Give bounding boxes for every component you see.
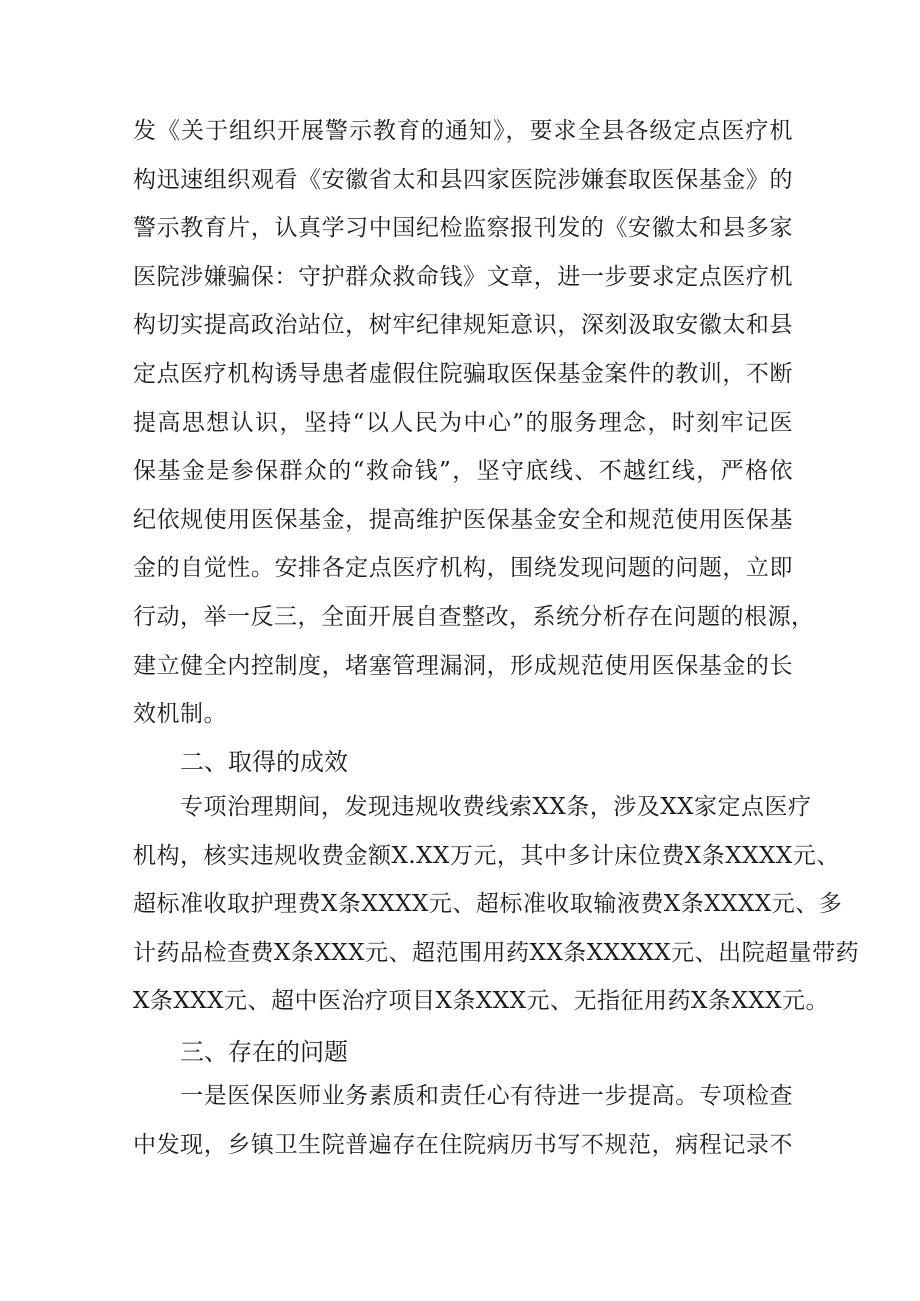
paragraph-measures	[133, 107, 815, 739]
paragraph-problems	[133, 1072, 793, 1169]
text-line: 提高思想认识，坚持“以人民为中心”的服务理念，时刻牢记医	[133, 409, 793, 436]
text-line: 医院涉嫌骗保：守护群众救命钱》文章，进一步要求定点医疗机	[133, 263, 793, 290]
text-line: 发《关于组织开展警示教育的通知》，要求全县各级定点医疗机	[133, 118, 793, 144]
text-line: 中发现，乡镇卫生院普遍存在住院病历书写不规范，病程记录不	[133, 1131, 793, 1158]
text-line: 构切实提高政治站位，树牢纪律规矩意识，深刻汲取安徽太和县	[133, 312, 793, 339]
text-line: 专项治理期间，发现违规收费线索XX条，涉及XX家定点医疗	[133, 794, 812, 820]
text-line: 金的自觉性。安排各定点医疗机构，围绕发现问题的问题，立即	[133, 555, 793, 582]
text-line: 行动，举一反三，全面开展自查整改，系统分析存在问题的根源，	[133, 603, 815, 630]
text-line: 效机制。	[133, 701, 227, 728]
text-line: X条XXX元、超中医治疗项目X条XXX元、无指征用药X条XXX元。	[133, 988, 829, 1015]
section-heading-problems: 三、存在的问题	[180, 1038, 348, 1066]
text-line: 纪依规使用医保基金，提高维护医保基金安全和规范使用医保基	[133, 506, 793, 533]
text-line: 警示教育片，认真学习中国纪检监察报刊发的《安徽太和县多家	[133, 215, 793, 242]
text-line: 定点医疗机构诱导患者虚假住院骗取医保基金案件的教训，不断	[133, 360, 793, 387]
text-line: 构迅速组织观看《安徽省太和县四家医院涉嫌套取医保基金》的	[133, 166, 793, 193]
text-line: 超标准收取护理费X条XXXX元、超标准收取输液费X条XXXX元、多	[133, 891, 843, 918]
text-line: 建立健全内控制度，堵塞管理漏洞，形成规范使用医保基金的长	[133, 652, 793, 679]
text-line: 一是医保医师业务素质和责任心有待进一步提高。专项检查	[133, 1083, 793, 1109]
text-line: 保基金是参保群众的“救命钱”，坚守底线、不越红线，严格依	[133, 458, 793, 485]
text-line: 机构，核实违规收费金额X.XX万元，其中多计床位费X条XXXX元、	[133, 842, 840, 869]
section-heading-results: 二、取得的成效	[180, 748, 348, 776]
text-line: 计药品检查费X条XXX元、超范围用药XX条XXXXX元、出院超量带药	[133, 939, 860, 966]
paragraph-results	[133, 783, 860, 1026]
